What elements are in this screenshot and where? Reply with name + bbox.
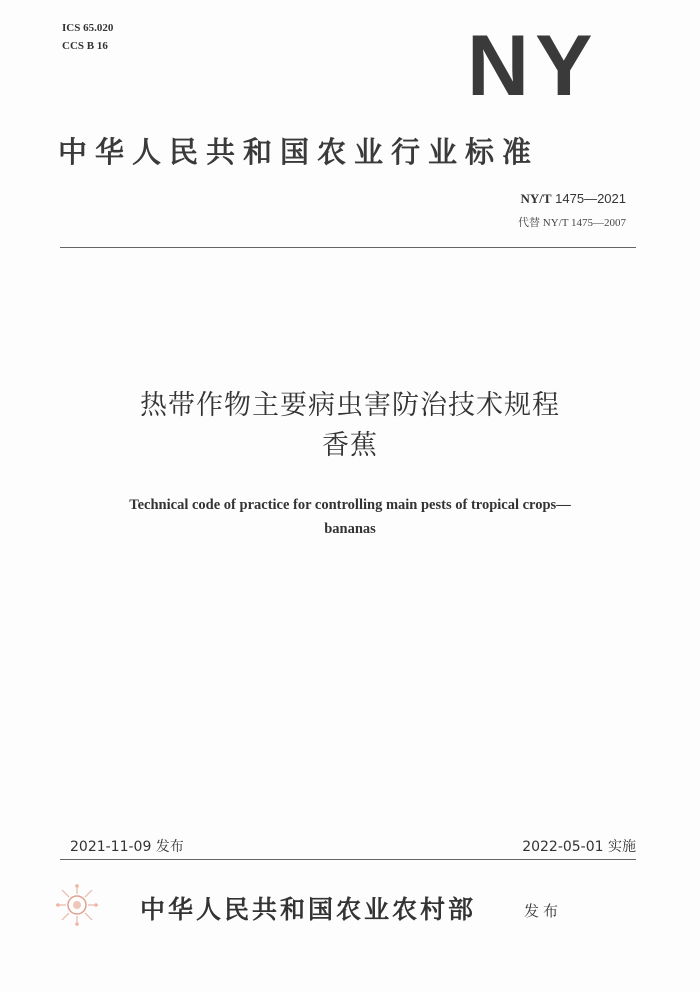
ics-code: ICS 65.020	[62, 22, 114, 34]
subtitle-chinese: 香蕉	[322, 430, 378, 461]
standard-class-title: 中华人民共和国农业行业标准	[58, 135, 540, 169]
ny-logo: NY	[467, 18, 599, 114]
title-english-line2: bananas	[324, 521, 376, 537]
bottom-divider	[60, 859, 636, 860]
standard-number	[520, 191, 626, 207]
publisher-name: 中华人民共和国农业农村部	[140, 895, 477, 924]
title-english-line1: Technical code of practice for controlling main pests of tropical crops—	[129, 497, 571, 513]
implementation-date: 2022-05-01 实施	[522, 839, 636, 855]
issue-date: 2021-11-09 发布	[70, 839, 184, 855]
top-divider	[60, 247, 636, 248]
ccs-code: CCS B 16	[62, 40, 108, 52]
standard-number-prefix: NY/T	[520, 191, 552, 206]
standard-number-code: 1475—2021	[555, 191, 626, 206]
title-chinese: 热带作物主要病虫害防治技术规程	[140, 390, 560, 421]
publish-label: 发布	[524, 902, 563, 920]
ministry-emblem-icon	[54, 882, 100, 928]
replaces-standard: 代替 NY/T 1475—2007	[518, 217, 626, 229]
